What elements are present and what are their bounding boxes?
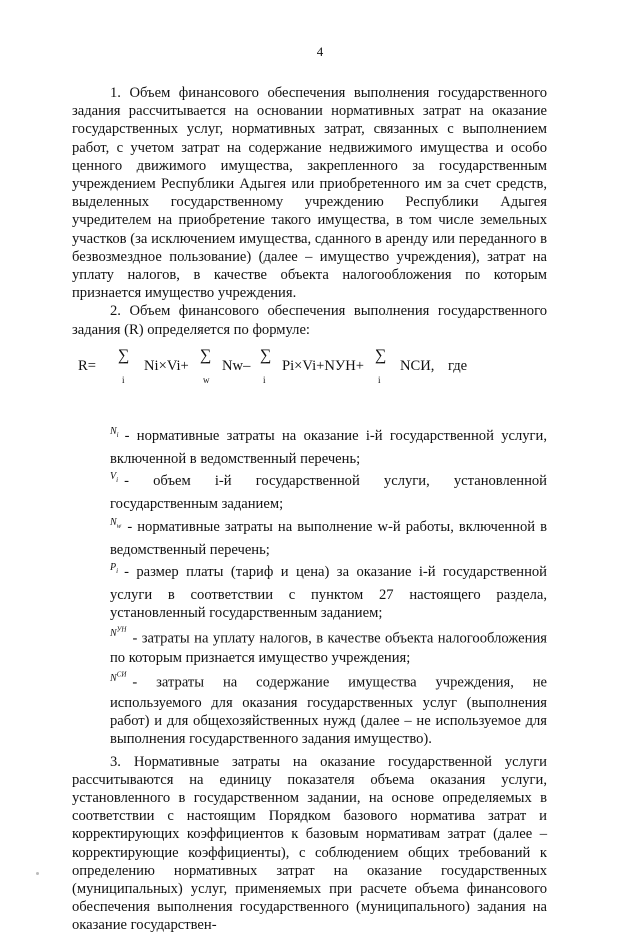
paragraph-2: 2. Объем финансового обеспечения выполнения государственного задания (R) определяется по формуле: [72, 303, 547, 338]
definition-text: - затраты на содержание имущества учреждения, не используемого для оказания государственных услуг (выполнения работ) и для общехозяйственных нужд (далее – не используемое для выполнения государственного задания имущество). [110, 674, 547, 748]
paragraph-3: 3. Нормативные затраты на оказание государственной услуги рассчитываются на единицу показателя объема оказания услуги, установленного в государственном задании, на основе определяемых в соответствии с настоящим Порядком базового норматива затрат и корректирующих коэффициентов к базовым нормативам затрат (далее – корректирующие коэффициенты), с соблюдением общих требований к определению нормативных затрат на оказание государственных (муниципальных) услуг, применяемых при расчете объема финансового обеспечения выполнения государственного (муниципального) задания на оказание государствен- [72, 753, 547, 934]
definition-item [72, 472, 547, 513]
formula-term-2: Nw– [222, 357, 251, 374]
paragraph-1: 1. Объем финансового обеспечения выполнения государственного задания рассчитывается на основании нормативных затрат на оказание государственных услуг, нормативных затрат, связанных с выполнением работ, с учетом затрат на содержание недвижимого имущества и особо ценного движимого имущества, закрепленного за государственным учреждением Республики Адыгея или приобретенного им за счет средств, выделенных государственному учреждению Республики Адыгея учредителем на приобретение такого имущества, в том числе земельных участков (за исключением имущества, сданного в аренду или переданного в безвозмездное пользование) (далее – имущество учреждения), затрат на уплату налогов, в качестве объекта налогообложения по которым признается имущество учреждения. [72, 85, 547, 302]
definition-text: - нормативные затраты на выполнение w-й работы, включенной в ведомственный перечень; [110, 518, 547, 558]
formula-gde: где [448, 357, 468, 374]
formula-sub-4: i [378, 374, 381, 385]
formula-sigma-2: ∑ [200, 346, 212, 364]
scan-dot [36, 872, 39, 875]
symbol-n-un: NУН [110, 625, 127, 639]
page-number: 4 [316, 44, 324, 59]
definition-text: - затраты на уплату налогов, в качестве объекта налогообложения по которым признается имущество учреждения; [110, 630, 547, 667]
definition-item [72, 427, 547, 468]
symbol-n-i: Ni [110, 425, 119, 439]
formula [72, 339, 547, 411]
formula-sub-2: w [203, 374, 210, 385]
document-body [72, 84, 547, 935]
formula-term-4: NСИ, [400, 357, 435, 374]
formula-sigma-3: ∑ [260, 346, 272, 364]
definition-item [72, 518, 547, 559]
formula-term-1: Ni×Vi+ [144, 357, 189, 374]
formula-lhs: R= [78, 357, 96, 374]
definition-text: - размер платы (тариф и цена) за оказание i-й государственной услуги в соответствии с пунктом 27 настоящего раздела, установленный государственным заданием; [110, 564, 547, 622]
formula-term-3: Pi×Vi+NУН+ [282, 357, 364, 374]
symbol-p-i: Pi [110, 562, 119, 576]
symbol-n-si: NСИ [110, 670, 127, 684]
definition-item [72, 671, 547, 748]
definitions-list [72, 427, 547, 749]
definition-item [72, 627, 547, 668]
definition-text: - нормативные затраты на оказание i-й государственной услуги, включенной в ведомственный перечень; [110, 427, 547, 468]
symbol-v-i: Vi [110, 471, 119, 485]
formula-sigma-1: ∑ [118, 346, 130, 364]
symbol-n-w: Nw [110, 516, 122, 530]
formula-sigma-4: ∑ [375, 346, 387, 364]
definition-text: - объем i-й государственной услуги, установленной государственным заданием; [110, 473, 547, 513]
formula-sub-3: i [263, 374, 266, 385]
definition-item [72, 563, 547, 623]
formula-sub-1: i [122, 374, 125, 385]
